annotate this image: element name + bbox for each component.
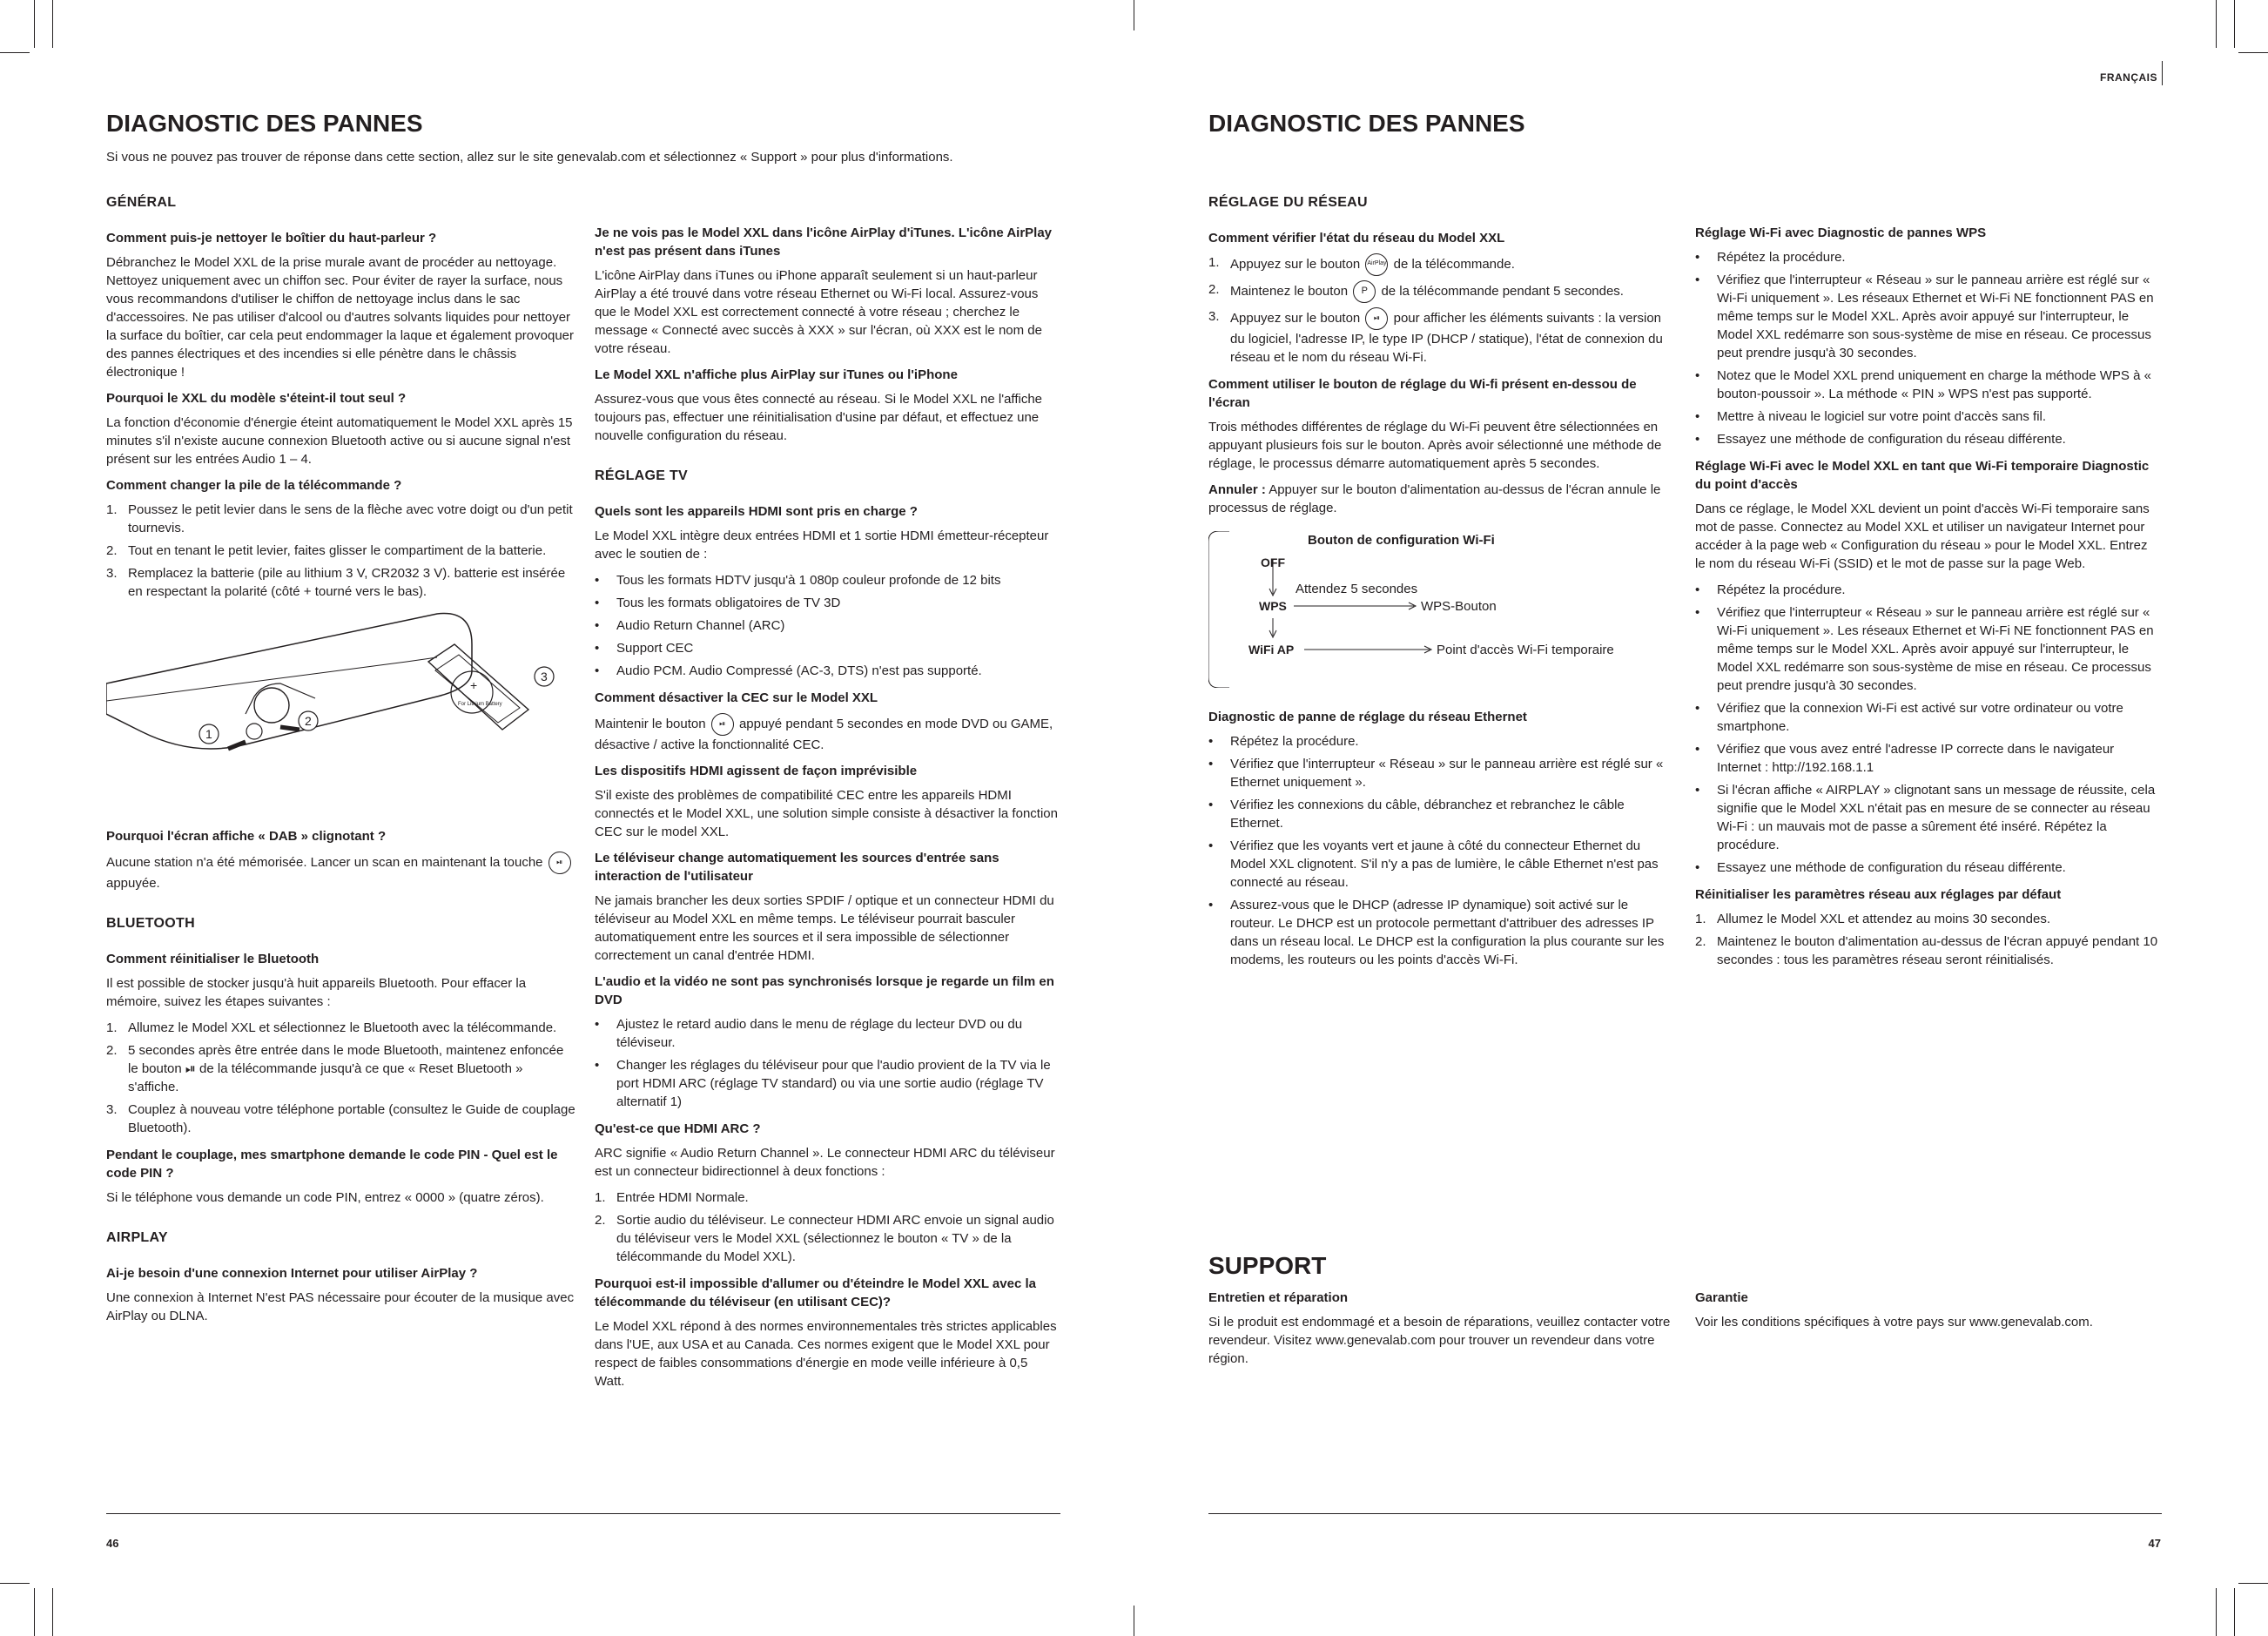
figure-label-2: 2 — [305, 714, 312, 728]
airplay-icon: AirPlay — [1365, 253, 1388, 276]
answer: Trois méthodes différentes de réglage du Wi-Fi peuvent être sélectionnées en appuyant plusieurs fois sur le bouton. Après avoir sélectionné une méthode de réglage, le processus démarre automatiquement après 5 secondes. — [1208, 420, 1662, 471]
footer-rule-right — [1208, 1513, 2162, 1514]
answer: Débranchez le Model XXL de la prise murale avant de procéder au nettoyage. Nettoyez uniquement avec un chiffon sec. Pour éviter de rayer la surface, nous vous recommandons d'utiliser le chiffon de nettoyage inclus dans le sac d'accessoires. Ne pas utiliser d'alcool ou d'autres solvants liquides pour nettoyer la surface du boîtier, car cela peut endommager la laque et également provoquer des pannes électriques et des incendies si elle pénètre dans le châssis électronique ! — [106, 255, 574, 380]
section-heading-general: GÉNÉRAL — [106, 195, 177, 210]
list-item: • Tous les formats HDTV jusqu'à 1 080p couleur profonde de 12 bits — [595, 573, 1001, 588]
crop-mark — [2216, 1588, 2217, 1636]
crop-mark — [2234, 0, 2235, 48]
bullet-list — [595, 1015, 1060, 1111]
question: Réglage Wi-Fi avec Diagnostic de pannes WPS — [1695, 226, 1987, 240]
play-pause-icon: ⏯ — [711, 713, 734, 736]
list-item: 1. Appuyez sur le bouton AirPlay de la télécommande. — [1208, 253, 1674, 276]
steps-list — [106, 501, 576, 601]
answer: S'il existe des problèmes de compatibilité CEC entre les appareils HDMI connectés et le Model XXL, une solution simple consiste à désactiver la fonction CEC sur le model XXL. — [595, 788, 1058, 839]
list-item: • Répétez la procédure. — [1208, 734, 1359, 749]
svg-text:+: + — [470, 678, 478, 692]
question: Qu'est-ce que HDMI ARC ? — [595, 1121, 761, 1136]
question: Je ne vois pas le Model XXL dans l'icône AirPlay d'iTunes. L'icône AirPlay n'est pas présent dans iTunes — [595, 226, 1053, 259]
diagram-ap-temp: Point d'accès Wi-Fi temporaire — [1437, 643, 1614, 657]
crop-mark — [52, 0, 53, 48]
list-item: • Vérifiez que les voyants vert et jaune à côté du connecteur Ethernet du Model XXL clignotent. S'il n'y a pas de lumière, le câble Ethernet n'est pas connecté au réseau. — [1208, 838, 1659, 890]
steps-list — [1695, 910, 2161, 969]
diagram-wps-button: WPS-Bouton — [1421, 599, 1497, 614]
list-item: 1. Poussez le petit levier dans le sens de la flèche avec votre doigt ou d'un petit tournevis. — [106, 502, 573, 535]
list-item: • Répétez la procédure. — [1695, 582, 1846, 597]
play-pause-icon: ⏯ — [1365, 307, 1388, 330]
crop-mark — [34, 1588, 35, 1636]
figure-label-3: 3 — [541, 670, 548, 683]
crop-mark — [2238, 1583, 2268, 1584]
answer: La fonction d'économie d'énergie éteint automatiquement le Model XXL après 15 minutes s'il n'existe aucune connexion Bluetooth active ou si aucune signal n'est présent sur les entrées Audio 1 – 4. — [106, 415, 573, 467]
question: Pourquoi est-il impossible d'allumer ou d'éteindre le Model XXL avec la télécommande du téléviseur (en utilisant CEC)? — [595, 1276, 1036, 1309]
section-heading-airplay: AIRPLAY — [106, 1230, 168, 1245]
list-item: 1. Entrée HDMI Normale. — [595, 1190, 749, 1205]
answer: Une connexion à Internet N'est PAS nécessaire pour écouter de la musique avec AirPlay ou DLNA. — [106, 1290, 575, 1323]
list-item: 3. Remplacez la batterie (pile au lithium 3 V, CR2032 3 V). batterie est insérée en respectant la polarité (côté + tourné vers le bas). — [106, 566, 566, 599]
question: Le Model XXL n'affiche plus AirPlay sur iTunes ou l'iPhone — [595, 367, 958, 382]
preset-icon: P — [1353, 280, 1376, 303]
footer-rule-left — [106, 1513, 1060, 1514]
remote-battery-figure — [106, 609, 576, 827]
list-item: 2. Tout en tenant le petit levier, faites glisser le compartiment de la batterie. — [106, 543, 547, 558]
list-item: • Essayez une méthode de configuration du réseau différente. — [1695, 860, 2066, 875]
intro-text: Si vous ne pouvez pas trouver de réponse dans cette section, allez sur le site genevalab.com et sélectionnez « Support » pour plus d'informations. — [106, 150, 953, 165]
diagram-title: Bouton de configuration Wi-Fi — [1308, 533, 1495, 548]
section-heading-tv: RÉGLAGE TV — [595, 468, 689, 483]
support-text: Si le produit est endommagé et a besoin de réparations, veuillez contacter votre revendeur. Visitez www.genevalab.com pour trouver un revendeur dans votre région. — [1208, 1315, 1671, 1366]
answer: Aucune station n'a été mémorisée. Lancer un scan en maintenant la touche ⏯ appuyée. — [106, 852, 576, 892]
support-warranty — [1695, 1289, 2161, 1339]
language-label: FRANÇAIS — [2100, 71, 2157, 84]
question: Pourquoi l'écran affiche « DAB » clignotant ? — [106, 829, 387, 844]
answer: Assurez-vous que vous êtes connecté au réseau. Si le Model XXL ne l'affiche toujours pas, effectuer une réinitialisation d'usine par défaut, et effectuez une nouvelle configuration du réseau. — [595, 392, 1042, 443]
list-item: • Vérifiez que l'interrupteur « Réseau » sur le panneau arrière est réglé sur « Wi-Fi uniquement ». Les réseaux Ethernet et Wi-Fi NE fonctionnent PAS en même temps sur le Model XXL. Après avoir appuyé sur l'interrupteur, le Model XXL redémarre son sous-système de mise en réseau. Ce processus peut prendre jusqu'à 30 secondes. — [1695, 273, 2154, 360]
list-item: 3. Couplez à nouveau votre téléphone portable (consultez le Guide de couplage Bluetooth). — [106, 1102, 575, 1135]
list-item: • Répétez la procédure. — [1695, 250, 1846, 265]
question: Les dispositifs HDMI agissent de façon imprévisible — [595, 764, 918, 778]
battery-label: For Lithium Battery — [458, 702, 502, 707]
list-item: • Si l'écran affiche « AIRPLAY » clignotant sans un message de réussite, cela signifie que le Model XXL n'était pas en mesure de se connecter au réseau Wi-Fi : un mauvais mot de passe a sûrement été inséré. Répétez la procédure. — [1695, 783, 2156, 852]
list-item: 1. Allumez le Model XXL et sélectionnez le Bluetooth avec la télécommande. — [106, 1020, 557, 1035]
list-item: 2. Maintenez le bouton d'alimentation au-dessus de l'écran appuyé pendant 10 secondes : tous les paramètres réseau seront réinitialisés. — [1695, 934, 2158, 967]
diagram-wait: Attendez 5 secondes — [1296, 582, 1418, 596]
steps-list — [595, 1188, 1060, 1266]
list-item: 2. Sortie audio du téléviseur. Le connecteur HDMI ARC envoie un signal audio du téléviseur vers le Model XXL (sélectionnez le bouton « TV » de la télécommande du Model XXL). — [595, 1213, 1054, 1264]
question: Ai-je besoin d'une connexion Internet pour utiliser AirPlay ? — [106, 1266, 478, 1281]
crop-mark — [2234, 1588, 2235, 1636]
bullet-list — [1695, 248, 2161, 448]
bullet-list — [595, 571, 1060, 680]
crop-mark — [2216, 0, 2217, 48]
figure-label-1: 1 — [205, 727, 212, 741]
list-item: • Vérifiez que vous avez entré l'adresse IP correcte dans le navigateur Internet : http://192.168.1.1 — [1695, 742, 2115, 775]
question: Diagnostic de panne de réglage du réseau Ethernet — [1208, 710, 1527, 724]
crop-mark — [0, 1583, 30, 1584]
diagram-wps: WPS — [1259, 599, 1287, 613]
list-item: • Vérifiez que l'interrupteur « Réseau » sur le panneau arrière est réglé sur « Ethernet uniquement ». — [1208, 757, 1664, 790]
answer: Si le téléphone vous demande un code PIN, entrez « 0000 » (quatre zéros). — [106, 1190, 544, 1205]
list-item: • Essayez une méthode de configuration du réseau différente. — [1695, 432, 2066, 447]
list-item: • Ajustez le retard audio dans le menu de réglage du lecteur DVD ou du téléviseur. — [595, 1017, 1023, 1050]
list-item: • Vérifiez que la connexion Wi-Fi est activé sur votre ordinateur ou votre smartphone. — [1695, 701, 2123, 734]
diagram-off: OFF — [1261, 555, 1285, 569]
answer: Dans ce réglage, le Model XXL devient un point d'accès Wi-Fi temporaire sans mot de passe. Connectez au Model XXL et utiliser un navigateur Internet pour accéder à la page web « Configuration du réseau » pour le Model XXL. Entrez le nom du réseau Wi-Fi (SSID) et le mot de passe sur la page Web. — [1695, 502, 2150, 571]
list-item: • Notez que le Model XXL prend uniquement en charge la méthode WPS à « bouton-poussoir ». La méthode « PIN » WPS n'est pas supporté. — [1695, 368, 2151, 401]
crop-mark — [52, 1588, 53, 1636]
question: Comment réinitialiser le Bluetooth — [106, 952, 320, 966]
answer: L'icône AirPlay dans iTunes ou iPhone apparaît seulement si un haut-parleur AirPlay a été trouvé dans votre réseau Ethernet ou Wi-Fi local. Assurez-vous que le Model XXL est correctement connecté à votre réseau ; cherchez le message « Connecté avec succès à XXX » sur l'écran, où XXX est le nom de votre réseau. — [595, 268, 1042, 356]
question: L'audio et la vidéo ne sont pas synchronisés lorsque je regarde un film en DVD — [595, 974, 1054, 1007]
list-item: • Vérifiez les connexions du câble, débranchez et rebranchez le câble Ethernet. — [1208, 798, 1625, 831]
question: Comment utiliser le bouton de réglage du Wi-fi présent en-dessou de l'écran — [1208, 377, 1637, 410]
support-service — [1208, 1289, 1674, 1376]
remote-illustration — [106, 609, 576, 827]
list-item: 2. Maintenez le bouton P de la télécommande pendant 5 secondes. — [1208, 280, 1674, 303]
column-1 — [106, 193, 576, 1333]
crop-mark — [0, 52, 30, 53]
list-item: • Changer les réglages du téléviseur pour que l'audio provient de la TV via le port HDMI ARC (réglage TV standard) ou via une sortie audio (réglage TV alternatif 1) — [595, 1058, 1051, 1109]
question: Comment puis-je nettoyer le boîtier du haut-parleur ? — [106, 231, 437, 246]
list-item: • Audio PCM. Audio Compressé (AC-3, DTS) n'est pas supporté. — [595, 663, 982, 678]
column-3 — [1208, 193, 1674, 525]
diagram-wifi-ap: WiFi AP — [1248, 643, 1295, 656]
list-item: 1. Allumez le Model XXL et attendez au moins 30 secondes. — [1695, 912, 2050, 926]
question: Pourquoi le XXL du modèle s'éteint-il tout seul ? — [106, 391, 407, 406]
column-4 — [1695, 224, 2161, 978]
list-item: • Assurez-vous que le DHCP (adresse IP dynamique) soit activé sur le routeur. Le DHCP est un protocole permettant d'attribuer des adresses IP dans un réseau local. Le DHCP est la configuration la plus courante sur les modems, les routeurs ou les points d'accès Wi-Fi. — [1208, 898, 1665, 967]
list-item: 3. Appuyez sur le bouton ⏯ pour afficher les éléments suivants : la version du logiciel, l'adresse IP, le type IP (DHCP / statique), l'état de connexion du réseau et le nom du réseau Wi-Fi. — [1208, 309, 1663, 365]
answer: ARC signifie « Audio Return Channel ». Le connecteur HDMI ARC du téléviseur est un connecteur bidirectionnel à deux fonctions : — [595, 1146, 1055, 1179]
question: Comment vérifier l'état du réseau du Model XXL — [1208, 231, 1505, 246]
answer: Le Model XXL répond à des normes environnementales très strictes applicables dans l'UE, aux USA et au Canada. Ces normes exigent que le Model XXL pour respect de faibles consommations d'énergie en mode veille inférieure à 0,5 Watt. — [595, 1319, 1057, 1389]
support-text: Voir les conditions spécifiques à votre pays sur www.genevalab.com. — [1695, 1315, 2093, 1330]
play-pause-icon: ⏯ — [548, 852, 571, 874]
list-item: 2. 5 secondes après être entrée dans le mode Bluetooth, maintenez enfoncée le bouton ⏯ de la télécommande jusqu'à ce que « Reset Bluetooth » s'affiche. — [106, 1043, 564, 1094]
question: Réglage Wi-Fi avec le Model XXL en tant que Wi-Fi temporaire Diagnostic du point d'accès — [1695, 459, 2150, 492]
section-heading-bluetooth: BLUETOOTH — [106, 916, 195, 931]
page-title-left: DIAGNOSTIC DES PANNES — [106, 110, 423, 137]
answer: Ne jamais brancher les deux sorties SPDIF / optique et un connecteur HDMI du téléviseur au Model XXL en même temps. Le téléviseur pourrait basculer automatiquement entre les sources et il sera impossible de sélectionner correctement un canal d'entrée HDMI. — [595, 893, 1054, 963]
bullet-list — [1695, 581, 2161, 877]
page-number-right: 47 — [2148, 1537, 2161, 1550]
support-title: SUPPORT — [1208, 1252, 1327, 1279]
answer: Annuler : Appuyer sur le bouton d'alimentation au-dessus de l'écran annule le processus de réglage. — [1208, 482, 1661, 515]
answer: Il est possible de stocker jusqu'à huit appareils Bluetooth. Pour effacer la mémoire, suivez les étapes suivantes : — [106, 976, 527, 1009]
list-item: • Tous les formats obligatoires de TV 3D — [595, 596, 841, 610]
page-title-right: DIAGNOSTIC DES PANNES — [1208, 110, 1525, 137]
list-item: • Vérifiez que l'interrupteur « Réseau » sur le panneau arrière est réglé sur « Wi-Fi uniquement ». Les réseaux Ethernet et Wi-Fi NE fonctionnent PAS en même temps sur le Model XXL. Après avoir appuyé sur l'interrupteur, le Model XXL redémarre son sous-système de mise en réseau. Ce processus peut prendre jusqu'à 30 secondes. — [1695, 605, 2154, 693]
question: Comment changer la pile de la télécommande ? — [106, 478, 402, 493]
question: Quels sont les appareils HDMI sont pris en charge ? — [595, 504, 918, 519]
column-2 — [595, 224, 1060, 1398]
section-heading-network: RÉGLAGE DU RÉSEAU — [1208, 195, 1368, 210]
question: Pendant le couplage, mes smartphone demande le code PIN - Quel est le code PIN ? — [106, 1148, 558, 1181]
support-heading: Entretien et réparation — [1208, 1290, 1349, 1305]
bullet-list — [1208, 732, 1674, 969]
page-number-left: 46 — [106, 1537, 119, 1550]
question: Comment désactiver la CEC sur le Model XXL — [595, 690, 878, 705]
question: Réinitialiser les paramètres réseau aux réglages par défaut — [1695, 887, 2062, 902]
column-3-lower — [1208, 708, 1674, 978]
list-item: • Audio Return Channel (ARC) — [595, 618, 785, 633]
crop-mark — [2238, 52, 2268, 53]
steps-list — [1208, 253, 1674, 367]
wifi-config-diagram — [1208, 531, 1661, 688]
question: Le téléviseur change automatiquement les sources d'entrée sans interaction de l'utilisateur — [595, 851, 999, 884]
steps-list — [106, 1019, 576, 1137]
answer: Le Model XXL intègre deux entrées HDMI et 1 sortie HDMI émetteur-récepteur avec le soutien de : — [595, 529, 1049, 562]
crop-mark — [34, 0, 35, 48]
crop-mark — [2162, 61, 2163, 85]
list-item: • Support CEC — [595, 641, 694, 656]
list-item: • Mettre à niveau le logiciel sur votre point d'accès sans fil. — [1695, 409, 2047, 424]
support-heading: Garantie — [1695, 1290, 1748, 1305]
answer: Maintenir le bouton ⏯ appuyé pendant 5 secondes en mode DVD ou GAME, désactive / active la fonctionnalité CEC. — [595, 713, 1060, 754]
